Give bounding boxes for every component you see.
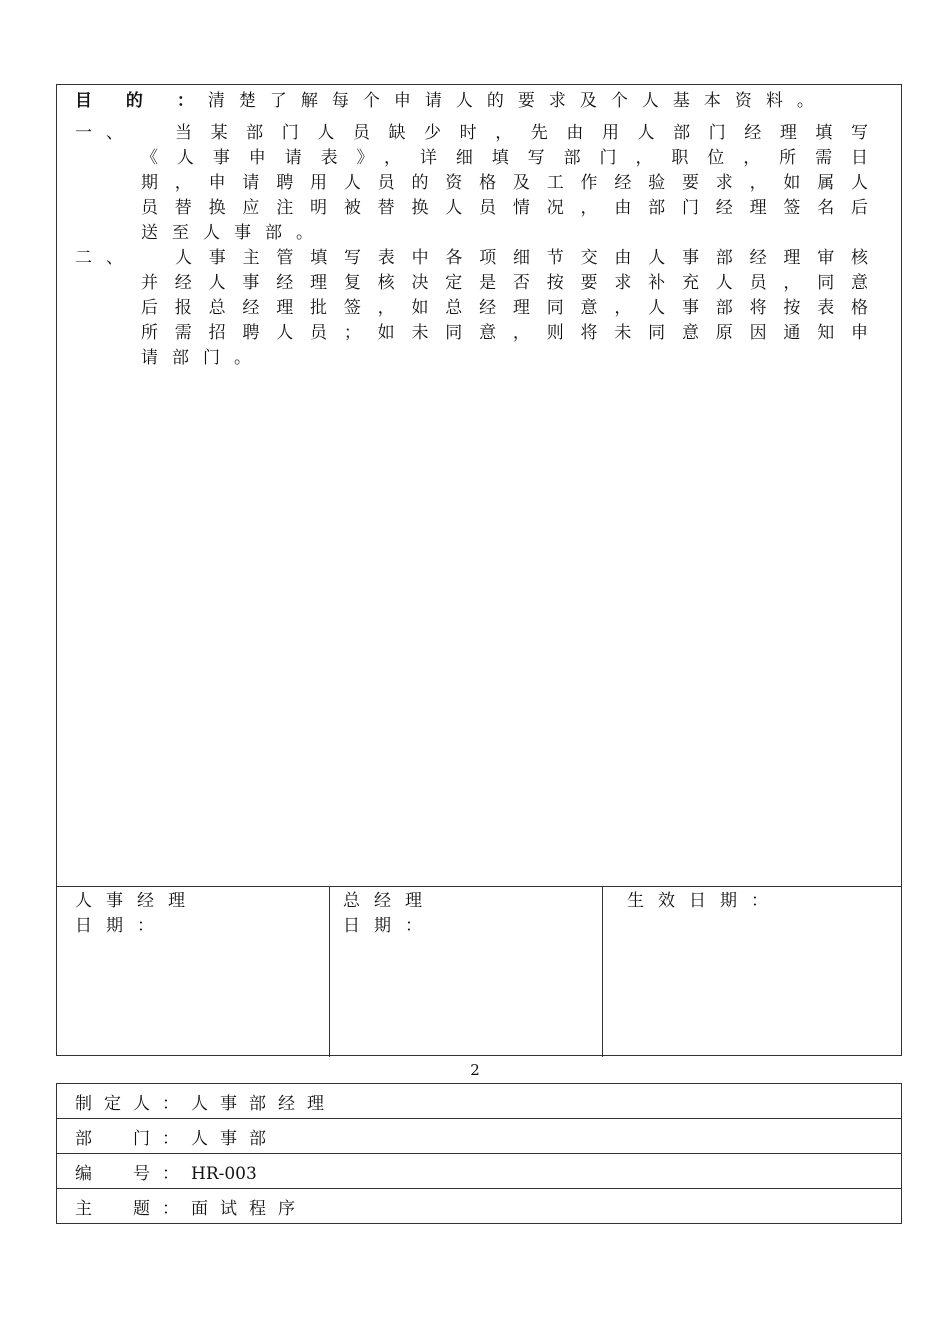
step-line: 送至人事部。	[141, 223, 327, 243]
effective-date-label: 生效日期：	[627, 891, 782, 911]
page-number: 2	[470, 1061, 480, 1079]
table-row	[57, 1154, 902, 1189]
purpose-label: 目 的 ：	[75, 91, 208, 111]
step-line: 员替换应注明被替换人员情况，由部门经理签名后	[141, 198, 874, 218]
hr-manager-signature-cell[interactable]	[57, 887, 330, 1057]
step-line: 后报总经理批签，如总经理同意，人事部将按表格	[141, 298, 874, 318]
step-body	[141, 121, 874, 246]
step-line: 期，申请聘用人员的资格及工作经验要求，如属人	[141, 173, 874, 193]
department-value: 人事部	[191, 1128, 278, 1149]
table-row	[57, 1189, 902, 1224]
step-line: 当某部门人员缺少时，先由用人部门经理填写	[175, 123, 874, 143]
purpose-line	[75, 89, 875, 114]
subject-cell: 主 题：面试程序	[57, 1189, 902, 1224]
code-cell	[57, 1154, 902, 1189]
table-row	[57, 1119, 902, 1154]
purpose-text: 清楚了解每个申请人的要求及个人基本资料。	[207, 91, 828, 111]
hr-manager-title: 人事经理	[75, 891, 199, 911]
hr-manager-date: 日期：	[75, 916, 168, 936]
general-manager-signature-cell[interactable]	[330, 887, 603, 1057]
step-body	[141, 246, 874, 371]
signature-row	[57, 886, 901, 1057]
department-cell	[57, 1119, 902, 1154]
step-number: 一、	[75, 123, 137, 143]
step-line: 并经人事经理复核决定是否按要求补充人员，同意	[141, 273, 874, 293]
procedure-box	[56, 84, 902, 1056]
department-label: 部 门：	[75, 1128, 191, 1149]
step-line: 人事主管填写表中各项细节交由人事部经理审核	[175, 248, 874, 268]
step-number: 二、	[75, 248, 137, 268]
author-cell: 制定人：人事部经理	[57, 1084, 902, 1119]
code-value: HR-003	[191, 1163, 257, 1184]
step-line: 请部门。	[141, 348, 265, 368]
general-manager-date: 日期：	[343, 916, 436, 936]
code-label: 编 号：	[75, 1163, 191, 1184]
document-info-table	[56, 1083, 902, 1224]
step-line: 所需招聘人员；如未同意，则将未同意原因通知申	[141, 323, 874, 343]
step-line: 《人事申请表》，详细填写部门，职位，所需日	[141, 148, 874, 168]
effective-date-cell[interactable]	[603, 887, 901, 1057]
table-row	[57, 1084, 902, 1119]
general-manager-title: 总经理	[343, 891, 436, 911]
